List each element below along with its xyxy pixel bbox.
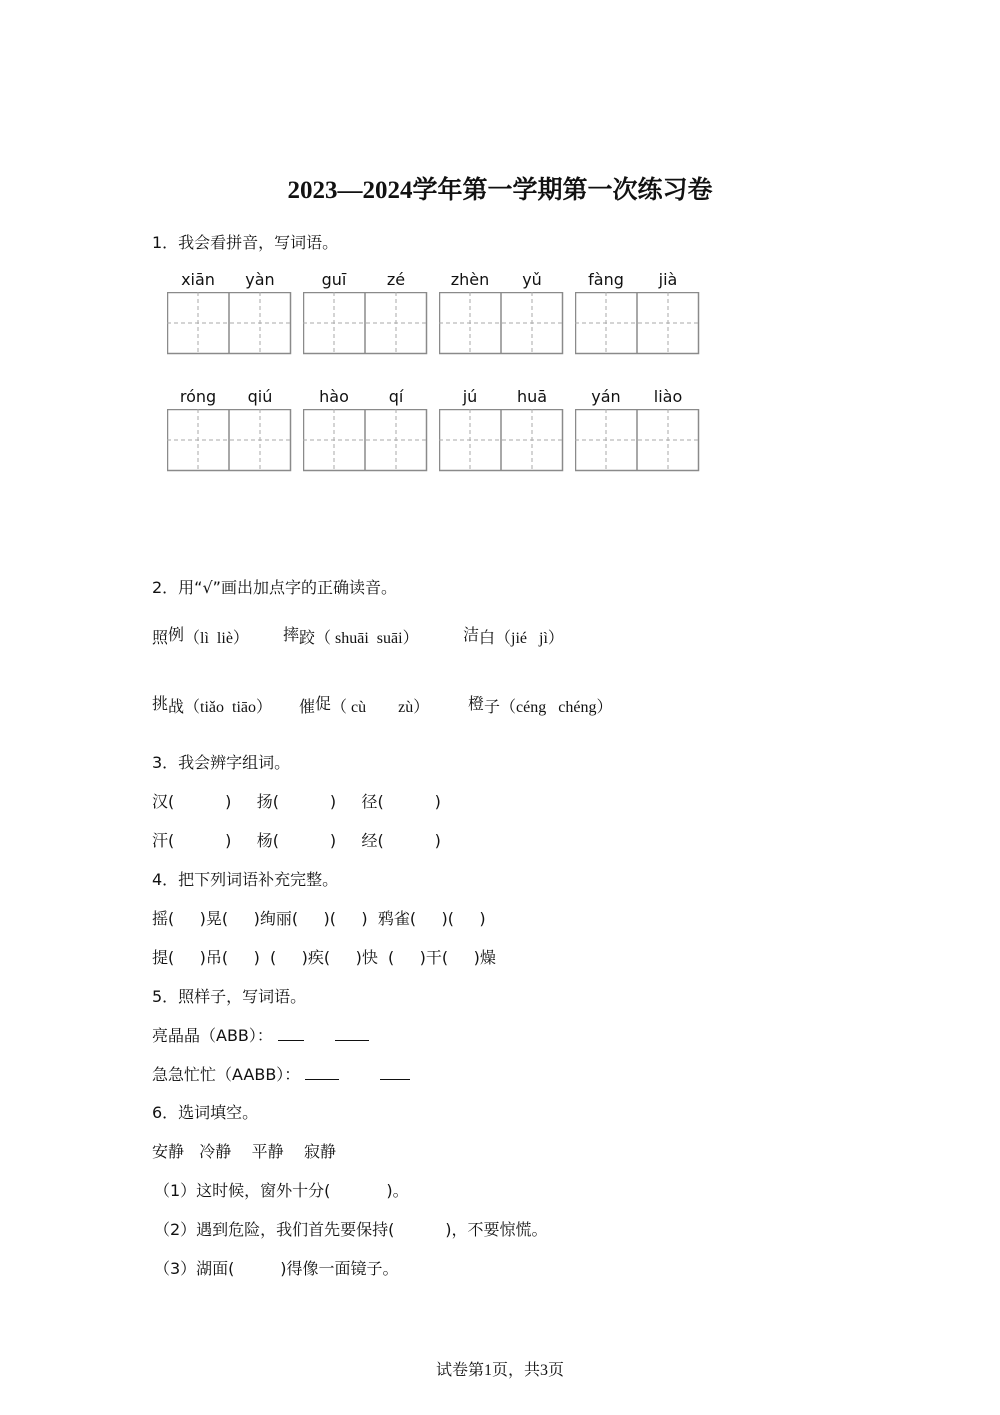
writing-grid[interactable] [575, 409, 699, 471]
pinyin-word [575, 270, 700, 355]
pinyin-label: zé [386, 270, 406, 289]
writing-grid[interactable] [439, 409, 563, 471]
pinyin-label: róng [179, 387, 217, 406]
q6-heading: 6．选词填空。 [152, 1103, 259, 1122]
pinyin-word [439, 387, 564, 472]
pinyin-label: hào [319, 387, 349, 406]
answer-blank[interactable] [380, 1065, 410, 1080]
writing-grid[interactable] [167, 292, 291, 354]
q2-item: 挑战（tiǎo tiāo） [152, 694, 273, 716]
q6-sentence-3: （3）湖面( )得像一面镜子。 [154, 1259, 399, 1278]
q2-heading: 2．用“√”画出加点字的正确读音。 [152, 578, 397, 597]
pinyin-label: xiān [181, 270, 215, 289]
page-footer: 试卷第1页，共3页 [435, 1362, 564, 1379]
q5-example-2: 急急忙忙（AABB）： [152, 1065, 410, 1085]
q6-sentence-2: （2）遇到危险，我们首先要保持( )，不要惊慌。 [154, 1220, 548, 1239]
q6-sentence-1: （1）这时候，窗外十分( )。 [154, 1181, 409, 1200]
q5-heading: 5．照样子，写词语。 [152, 987, 307, 1006]
pinyin-label: jú [462, 387, 478, 406]
pinyin-label: yán [591, 387, 621, 406]
q2-item: 橙子（céng chéng） [468, 694, 613, 716]
pinyin-word [575, 387, 700, 472]
answer-blank[interactable] [278, 1026, 304, 1041]
writing-grid[interactable] [439, 292, 563, 354]
q3-row-2: 汗( ) 杨( ) 经( ) [152, 831, 441, 850]
q6-word-bank: 安静 冷静 平静 寂静 [152, 1142, 336, 1161]
q3-heading: 3．我会辨字组词。 [152, 753, 291, 772]
pinyin-label: qí [388, 387, 404, 406]
pinyin-label: fàng [588, 270, 624, 289]
page-title: 2023—2024学年第一学期第一次练习卷 [287, 177, 713, 204]
pinyin-label: yàn [245, 270, 275, 289]
q2-item: 催促（ cù zù） [299, 694, 430, 716]
pinyin-label: zhèn [450, 270, 490, 289]
q2-item: 照例（lì liè） [152, 625, 249, 647]
pinyin-label: huā [516, 387, 548, 406]
q3-row-1: 汉( ) 扬( ) 径( ) [152, 792, 441, 811]
q4-row-2: 提( )吊( ) ( )疾( )快 ( )干( )燥 [152, 948, 496, 967]
writing-grid[interactable] [167, 409, 291, 471]
writing-grid[interactable] [303, 292, 427, 354]
q1-heading: 1．我会看拼音，写词语。 [152, 233, 339, 252]
q4-heading: 4．把下列词语补充完整。 [152, 870, 339, 889]
pinyin-label: jià [658, 270, 678, 289]
writing-grid[interactable] [303, 409, 427, 471]
pinyin-word [303, 387, 428, 472]
pinyin-label: yǔ [522, 270, 542, 289]
pinyin-label: liào [653, 387, 683, 406]
pinyin-label: qiú [247, 387, 273, 406]
q5-example-1: 亮晶晶（ABB）： [152, 1026, 369, 1046]
pinyin-word [167, 387, 292, 472]
pinyin-word [303, 270, 428, 355]
pinyin-label: guī [321, 270, 347, 289]
q4-row-1: 摇( )晃( )绚丽( )( ) 鸦雀( )( ) [152, 909, 486, 928]
q2-item: 洁白（jié jì） [463, 625, 564, 647]
answer-blank[interactable] [335, 1026, 369, 1041]
q2-item: 摔跤（ shuāi suāi） [283, 625, 419, 647]
pinyin-word [439, 270, 564, 355]
writing-grid[interactable] [575, 292, 699, 354]
pinyin-word [167, 270, 292, 355]
answer-blank[interactable] [305, 1065, 339, 1080]
